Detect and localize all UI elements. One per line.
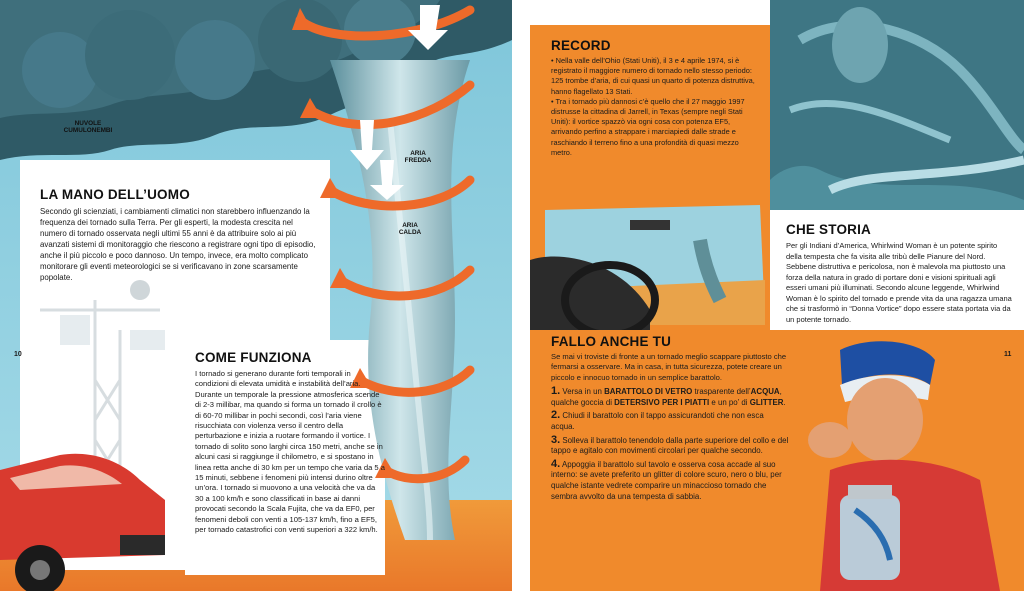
- storia-title: CHE STORIA: [786, 222, 872, 237]
- record-title: RECORD: [551, 38, 611, 53]
- page-number-left: 10: [14, 351, 22, 358]
- fallo-title: FALLO ANCHE TU: [551, 334, 672, 349]
- record-p1: • Nella valle dell’Ohio (Stati Uniti), il 3 e 4 aprile 1974, si è registrato il maggiore numero di tornado nello stesso periodo: 125 trombe d’aria, di cui quasi un quarto di potenza distruttiva, hanno flagellato 13 Stati.: [551, 56, 755, 96]
- label-cumulonembi: NUVOLE CUMULONEMBI: [63, 120, 113, 135]
- mano-title: LA MANO DELL’UOMO: [40, 187, 190, 202]
- section-funziona: [195, 350, 385, 536]
- page-number-right: 11: [1004, 351, 1012, 358]
- mano-text: Secondo gli scienziati, i cambiamenti climatici non starebbero influenzando la frequenza dei tornado sulla Terra. Per gli esperti, la modesta crescita nel numero di tornado osservata negli ultimi 55 anni è da attribuire solo ai più avanzati sistemi di monitoraggio che riescono a registrare ogni tipo di episodio, anche il più piccolo e poco dannoso. Un tempo, invece, era molto complicato monitorare gli eventi meteorologici se si verificavano in zone scarsamente popolate.: [40, 207, 316, 282]
- record-p2: • Tra i tornado più dannosi c’è quello che il 27 maggio 1997 distrusse la cittadina di Jarrell, in Texas (sempre negli Stati Uniti): il vortice spazzò via ogni cosa con potenza EF5, arrivando perfino a strappare i marciapiedi dalle strade e raschiando il terreno fino a una profondità di quasi mezzo metro.: [551, 96, 745, 157]
- section-mano: [40, 187, 320, 283]
- label-aria-calda: ARIA CALDA: [398, 222, 422, 237]
- section-storia: [786, 222, 1012, 325]
- section-fallo: [551, 334, 789, 504]
- funziona-text: I tornado si generano durante forti temporali in condizioni di elevata umidità e instabilità dell’aria. Durante un temporale la pressione atmosferica scende di 2-3 millibar, ma quando si forma un tornado il crollo è di 60-70 millibar in pochi secondi, così l’aria viene risucchiata con violenza verso il centro della perturbazione e inizia a ruotare formando il vortice. I tornado di solito sono larghi circa 150 metri, anche se in alcuni casi si raggiunge il chilometro, e si spostano in linea retta anche di 30 km per un tempo che varia da 5 a 15 minuti, sebbene i fenomeni più intensi durino oltre un’ora. I tornado si muovono a una velocità che va da 30 a 100 km/h e sono classificati in base ai danni provocati secondo la Scala Fujita, che va da EF0, per fenomeni deboli con venti a 105-137 km/h, fino a EF5, per tornado catastrofici con venti superiori a 322 km/h.: [195, 369, 385, 535]
- section-record: [551, 38, 761, 158]
- funziona-title: COME FUNZIONA: [195, 350, 312, 365]
- storia-text: Per gli Indiani d’America, Whirlwind Woman è un potente spirito della tempesta che fa visita alle tribù delle Pianure del Nord. Sebbene distruttiva e pericolosa, non è malevola ma piuttosto una forza della natura in grado di portare doni e visioni spirituali agli esseri umani più illuminati. Secondo alcune leggende, Whirlwind Woman è lo spirito del tornado e prende vita da una ragazza umana che si trasformò in “Donna Vortice” dopo essere stata portata via da un potente tornado.: [786, 241, 1012, 324]
- fallo-intro: Se mai vi troviste di fronte a un tornado meglio scappare piuttosto che fermarsi a osservare. Ma in casa, in tutta sicurezza, potete creare un piccolo e innocuo tornado in un semplice barattolo.: [551, 352, 787, 382]
- fallo-step-2: 2. Chiudi il barattolo con il tappo assicurandoti che non esca acqua.: [551, 409, 764, 431]
- fallo-step-1: 1. Versa in un BARATTOLO DI VETRO trasparente dell’ACQUA, qualche goccia di DETERSIVO PER I PIATTI e un po’ di GLITTER.: [551, 385, 786, 407]
- fallo-step-4: 4. Appoggia il barattolo sul tavolo e osserva cosa accade al suo interno: se avete preferito un glitter di colore scuro, nero o blu, per qualche istante vedrete comparire un minaccioso tornado che sembra avvolto da una tempesta di sabbia.: [551, 457, 782, 501]
- label-aria-fredda: ARIA FREDDA: [404, 150, 432, 165]
- fallo-step-3: 3. Solleva il barattolo tenendolo dalla parte superiore del collo e del tappo e agitalo con movimenti circolari per qualche secondo.: [551, 433, 789, 456]
